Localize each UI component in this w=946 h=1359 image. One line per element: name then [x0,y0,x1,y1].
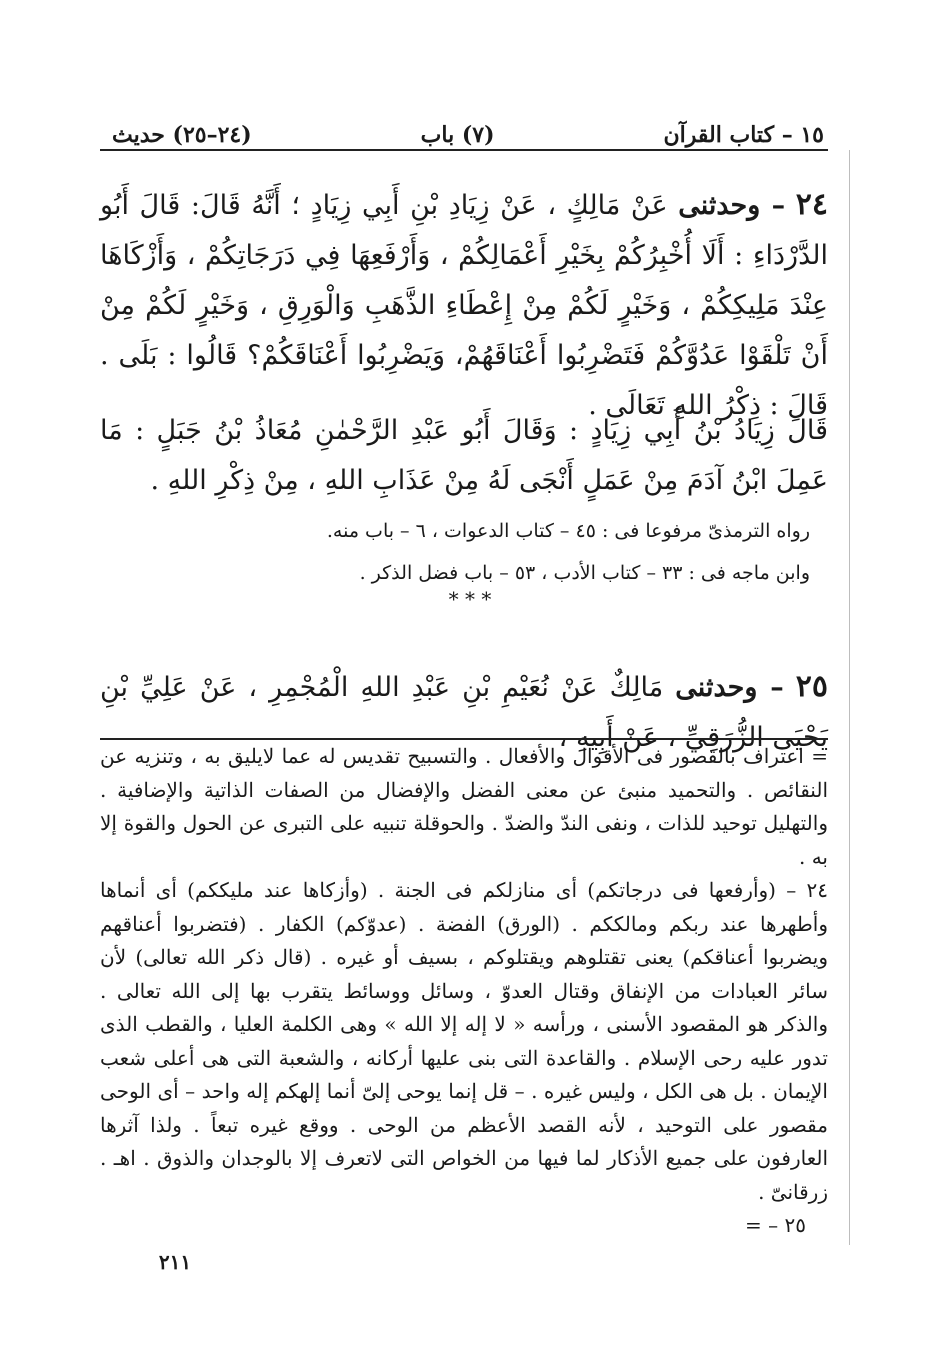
hadith-24 [100,180,828,431]
separator-stars: * * * [448,587,492,611]
page-number: ٢١١ [158,1250,192,1274]
hadith-25-text: مَالِكٌ عَنْ نُعَيْمِ بْنِ عَبْدِ اللهِ الْمُجْمِرِ ، عَنْ عَلِيِّ بْنِ يَحْيَى الزُّرَقِيِّ ، عَنْ أَبِيهِ ، [100,672,828,753]
hadith-24-muadh [100,406,828,506]
hadith-24-text-2: قَالَ زِيَادُ بْنُ أَبِي زِيَادٍ : وَقَالَ أَبُو عَبْدِ الرَّحْمٰنِ مُعَاذُ بْنُ جَبَلٍ : مَا عَمِلَ ابْنُ آدَمَ مِنْ عَمَلٍ أَنْجَى لَهُ مِنْ عَذَابِ اللهِ ، مِنْ ذِكْرِ اللهِ . [100,415,828,496]
hadith-25-number: ٢٥ [795,669,828,704]
header-bab: (٧) باب [420,122,495,148]
source-tirmidhi: رواه الترمذىّ مرفوعا فى : ٤٥ – كتاب الدعوات ، ٦ – باب منه. [326,520,810,542]
footnotes [100,740,828,1243]
hadith-25-lead: – وحدثنى [675,672,784,703]
hadith-24-text: عَنْ مَالِكٍ ، عَنْ زِيَادِ بْنِ أَبِي زِيَادٍ ؛ أَنَّهُ قَالَ: قَالَ أَبُو الدَّرْدَاءِ : أَلَا أُخْبِرُكُمْ بِخَيْرِ أَعْمَالِكُمْ ، وَأَرْفَعِهَا فِي دَرَجَاتِكُمْ ، وَأَزْكَاهَا عِنْدَ مَلِيكِكُمْ ، وَخَيْرٍ لَكُمْ مِنْ إِعْطَاءِ الذَّهَبِ وَالْوَرِقِ ، وَخَيْرٍ لَكُمْ مِنْ أَنْ تَلْقَوْا عَدُوَّكُمْ فَتَضْرِبُوا أَعْنَاقَهُمْ، وَيَضْرِبُوا أَعْنَاقَكُمْ؟ قَالُوا : بَلَى . قَالَ : ذِكْرُ اللهِ تَعَالَى . [100,190,828,421]
footnote-25: ٢٥ – = [745,1213,806,1237]
header-chapter: ١٥ – كتاب القرآن [663,122,824,148]
hadith-24-number: ٢٤ [795,187,828,222]
footnote-24: ٢٤ – (وأرفعها فى درجاتكم) أى منازلكم فى الجنة . (وأزكاها عند مليككم) أى أنماها وأطهرها عند ربكم ومالككم . (الورق) الفضة . (عدوّكم) الكفار . (فتضربوا أعناقهم ويضربوا أعناقكم) يعنى تقتلوهم ويقتلوكم ، بسيف أو غيره . (قال ذكر الله تعالى) لأن سائر العبادات من الإنفاق وقتال العدوّ ، وسائل ووسائط يتقرب بها إلى الله تعالى . والذكر هو المقصود الأسنى ، ورأسه « لا إله إلا الله » وهى الكلمة العليا ، والقطب الذى تدور عليه رحى الإسلام . والقاعدة التى بنى عليها أركانه ، والشعبة التى هى أعلى شعب الإيمان . بل هى الكل ، وليس غيره . – قل إنما يوحى إلىّ أنما إلهكم إله واحد – أى الوحى مقصور على التوحيد ، لأنه القصد الأعظم من الوحى . ووقع غيره تبعاً . ولذا آثرها العارفون على جميع الأذكار لما فيها من الخواص التى لاتعرف إلا بالوجدان والذوق . اهـ . زرقانىّ . [100,878,828,1204]
section-separator [440,587,500,611]
header-hadith-range: (٢٤–٢٥) حديث [112,122,252,148]
footnote-continuation: = اعتراف بالقصور فى الأقوال والأفعال . والتسبيح تقديس له عما لايليق به ، وتنزيه عن النقائص . والتحميد منبئ عن معنى الفضل والإفضال من الصفات الذاتية والإضافية . والتهليل توحيد للذات ، ونفى الندّ والضدّ . والحوقلة تنبيه على التبرى عن الحول والقوة إلا به . [100,744,828,869]
hadith-24-lead: – وحدثنى [678,190,786,221]
running-header [112,108,824,148]
margin-line [849,150,850,1245]
header-rule [100,149,828,151]
source-ibn-majah: وابن ماجه فى : ٣٣ – كتاب الأدب ، ٥٣ – باب فضل الذكر . [359,562,810,584]
